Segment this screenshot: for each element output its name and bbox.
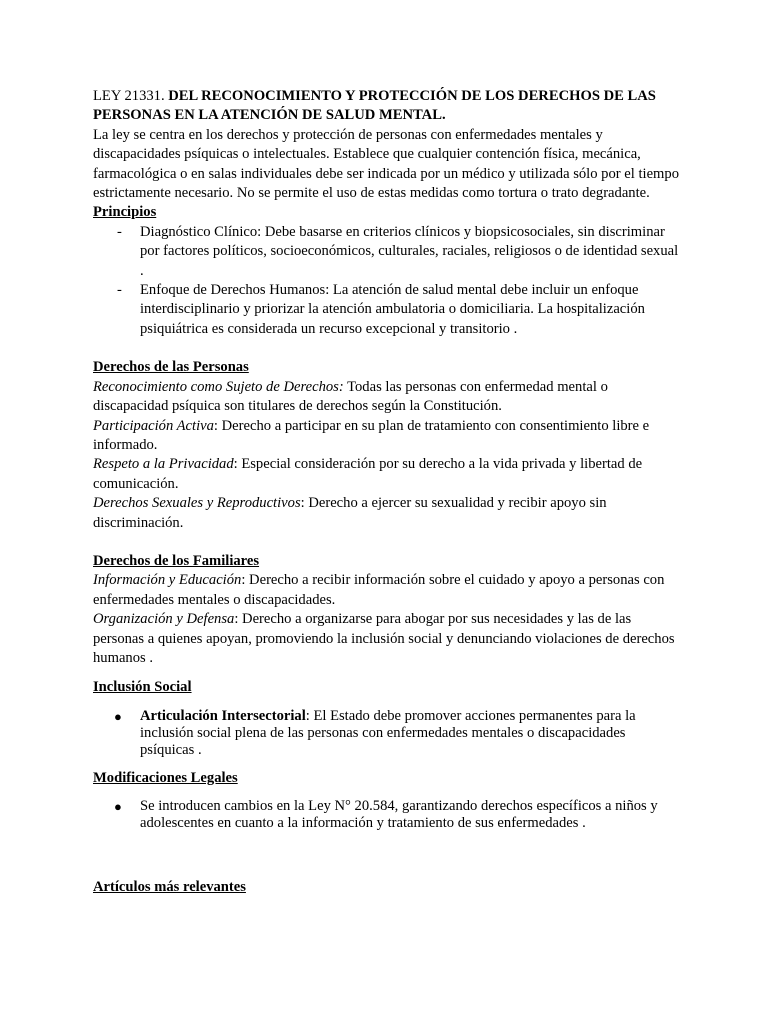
list-item-text: Diagnóstico Clínico: Debe basarse en criterios clínicos y biopsicosociales, sin discriminar por factores políticos, socioeconómicos, culturales, raciales, religiosos o de identidad sexual .: [140, 223, 679, 279]
right-term: Organización y Defensa: [93, 611, 235, 628]
inclusion-list: [93, 708, 683, 759]
right-term: Reconocimiento como Sujeto de Derechos:: [93, 378, 344, 395]
list-item-text: Enfoque de Derechos Humanos: La atención de salud mental debe incluir un enfoque interdisciplinario y priorizar la atención ambulatoria o domiciliaria. La hospitalización psiquiátrica es considerada un recurso excepcional y transitorio .: [140, 282, 645, 337]
list-item: [93, 223, 683, 281]
right-text: : Derecho a ejercer su sexualidad y recibir apoyo sin discriminación.: [93, 495, 607, 531]
heading-principios: Principios: [93, 204, 157, 221]
list-item: [93, 798, 683, 832]
document-body: [93, 87, 683, 898]
law-number: LEY 21331.: [93, 88, 169, 104]
heading-inclusion-social: Inclusión Social: [93, 679, 192, 696]
list-item: [93, 708, 683, 759]
principios-list: [93, 223, 683, 339]
right-item: [93, 610, 683, 668]
heading-articulos-relevantes: Artículos más relevantes: [93, 879, 246, 896]
right-item: [93, 417, 683, 456]
list-item-text: : El Estado debe promover acciones permanentes para la inclusión social plena de las personas con enfermedades mentales o discapacidades psíquicas .: [140, 707, 636, 758]
right-item: [93, 494, 683, 533]
list-item: [93, 281, 683, 339]
right-text: Todas las personas con enfermedad mental o discapacidad psíquica son titulares de derechos según la Constitución.: [93, 378, 608, 415]
heading-derechos-personas: Derechos de las Personas: [93, 359, 249, 376]
heading-modificaciones-legales: Modificaciones Legales: [93, 769, 238, 786]
list-item-text: Se introducen cambios en la Ley N° 20.584, garantizando derechos específicos a niños y adolescentes en cuanto a la información y tratamiento de sus enfermedades .: [140, 798, 658, 832]
dash-marker: -: [117, 282, 122, 299]
heading-derechos-familiares: Derechos de los Familiares: [93, 552, 260, 569]
right-text: : Derecho a organizarse para abogar por sus necesidades y las de las personas a quienes apoyan, promoviendo la inclusión social y denunciando violaciones de derechos humanos .: [93, 611, 675, 666]
right-term: Respeto a la Privacidad: [93, 456, 234, 473]
right-text: : Especial consideración por su derecho a la vida privada y libertad de comunicación.: [93, 456, 643, 492]
bullet-marker: ●: [114, 799, 122, 815]
modificaciones-list: [93, 798, 683, 832]
intro-paragraph: La ley se centra en los derechos y protección de personas con enfermedades mentales y discapacidades psíquicas o intelectuales. Establece que cualquier contención física, mecánica, farmacológica o en salas individuales debe ser indicada por un médico y utilizada sólo por el tiempo estrictamente necesario. No se permite el uso de estas medidas como tortura o trato degradante.: [93, 126, 679, 202]
right-item: [93, 378, 683, 417]
dash-marker: -: [117, 223, 122, 240]
right-item: [93, 455, 683, 494]
right-term: Participación Activa: [93, 417, 214, 434]
list-item-term: Articulación Intersectorial: [140, 707, 306, 724]
right-term: Información y Educación: [93, 572, 242, 589]
right-item: [93, 571, 683, 610]
right-text: : Derecho a recibir información sobre el cuidado y apoyo a personas con enfermedades mentales o discapacidades.: [93, 572, 665, 608]
document-title: [93, 87, 683, 126]
right-term: Derechos Sexuales y Reproductivos: [93, 495, 301, 512]
bullet-marker: ●: [114, 708, 122, 724]
law-title: DEL RECONOCIMIENTO Y PROTECCIÓN DE LOS DERECHOS DE LAS PERSONAS EN LA ATENCIÓN DE SALUD MENTAL.: [93, 88, 656, 124]
right-text: : Derecho a participar en su plan de tratamiento con consentimiento libre e informado.: [93, 417, 650, 453]
